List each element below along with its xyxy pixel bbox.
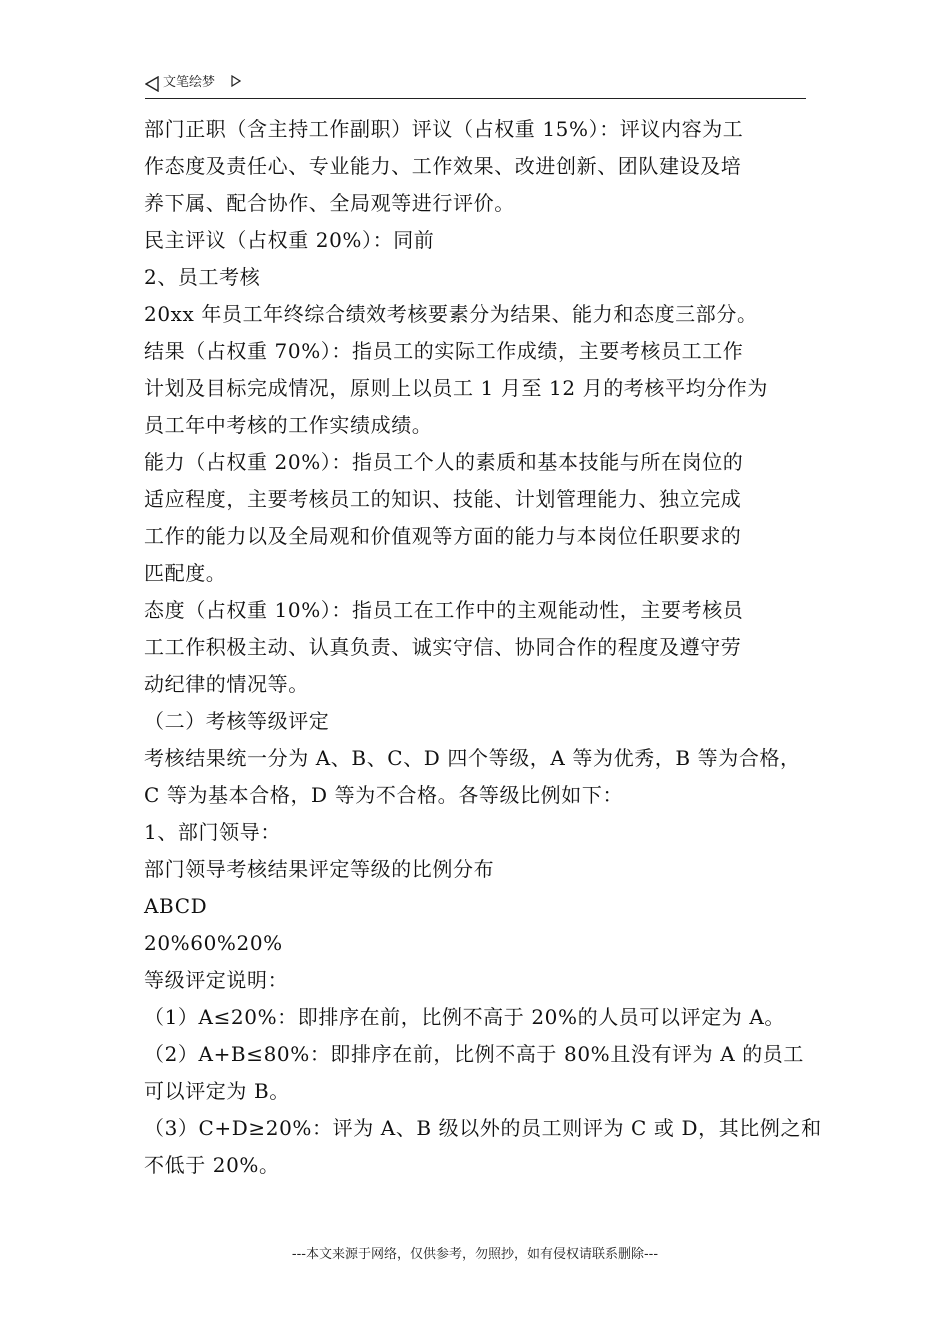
page-footer: ---本文来源于网络，仅供参考，勿照抄，如有侵权请联系删除--- xyxy=(291,1247,659,1262)
text-line: 工工作积极主动、认真负责、诚实守信、协同合作的程度及遵守劳 xyxy=(144,635,742,659)
document-body xyxy=(144,111,822,1184)
grade-ratios: 20%60%20% xyxy=(144,931,283,955)
text-line: 等级评定说明： xyxy=(144,968,289,992)
text-line: 可以评定为 B。 xyxy=(144,1079,290,1103)
text-line: 20xx 年员工年终综合绩效考核要素分为结果、能力和态度三部分。 xyxy=(144,302,758,326)
grade-labels: ABCD xyxy=(144,894,208,918)
text-line: 作态度及责任心、专业能力、工作效果、改进创新、团队建设及培 xyxy=(144,154,742,178)
text-line: 部门正职（含主持工作副职）评议（占权重 15%）：评议内容为工 xyxy=(144,117,744,141)
text-line: 能力（占权重 20%）：指员工个人的素质和基本技能与所在岗位的 xyxy=(144,450,744,474)
text-line: （3）C+D≥20%：评为 A、B 级以外的员工则评为 C 或 D，其比例之和 xyxy=(144,1116,822,1140)
section-heading: 1、部门领导： xyxy=(144,820,281,844)
text-line: 养下属、配合协作、全局观等进行评价。 xyxy=(144,191,515,215)
text-line: （2）A+B≤80%：即排序在前，比例不高于 80%且没有评为 A 的员工 xyxy=(144,1042,805,1066)
text-line: 员工年中考核的工作实绩成绩。 xyxy=(144,413,433,437)
text-line: 不低于 20%。 xyxy=(144,1153,280,1177)
text-line: C 等为基本合格，D 等为不合格。各等级比例如下： xyxy=(144,783,624,807)
text-line: 态度（占权重 10%）：指员工在工作中的主观能动性，主要考核员 xyxy=(144,598,744,622)
text-line: 民主评议（占权重 20%）：同前 xyxy=(144,228,435,252)
text-line: 考核结果统一分为 A、B、C、D 四个等级，A 等为优秀，B 等为合格， xyxy=(144,746,801,770)
text-line: 动纪律的情况等。 xyxy=(144,672,309,696)
header-title: 文笔绘梦 xyxy=(163,75,216,90)
section-heading: （二）考核等级评定 xyxy=(144,709,330,733)
text-line: 工作的能力以及全局观和价值观等方面的能力与本岗位任职要求的 xyxy=(144,524,742,548)
page-header xyxy=(145,72,806,99)
triangle-right-outline-icon xyxy=(231,75,241,87)
text-line: 匹配度。 xyxy=(144,561,227,585)
text-line: 计划及目标完成情况，原则上以员工 1 月至 12 月的考核平均分作为 xyxy=(144,376,769,400)
text-line: 结果（占权重 70%）：指员工的实际工作成绩，主要考核员工工作 xyxy=(144,339,744,363)
text-line: （1）A≤20%：即排序在前，比例不高于 20%的人员可以评定为 A。 xyxy=(144,1005,785,1029)
triangle-left-outline-icon xyxy=(145,76,159,92)
text-line: 适应程度，主要考核员工的知识、技能、计划管理能力、独立完成 xyxy=(144,487,742,511)
section-heading: 2、员工考核 xyxy=(144,265,261,289)
text-line: 部门领导考核结果评定等级的比例分布 xyxy=(144,857,495,881)
